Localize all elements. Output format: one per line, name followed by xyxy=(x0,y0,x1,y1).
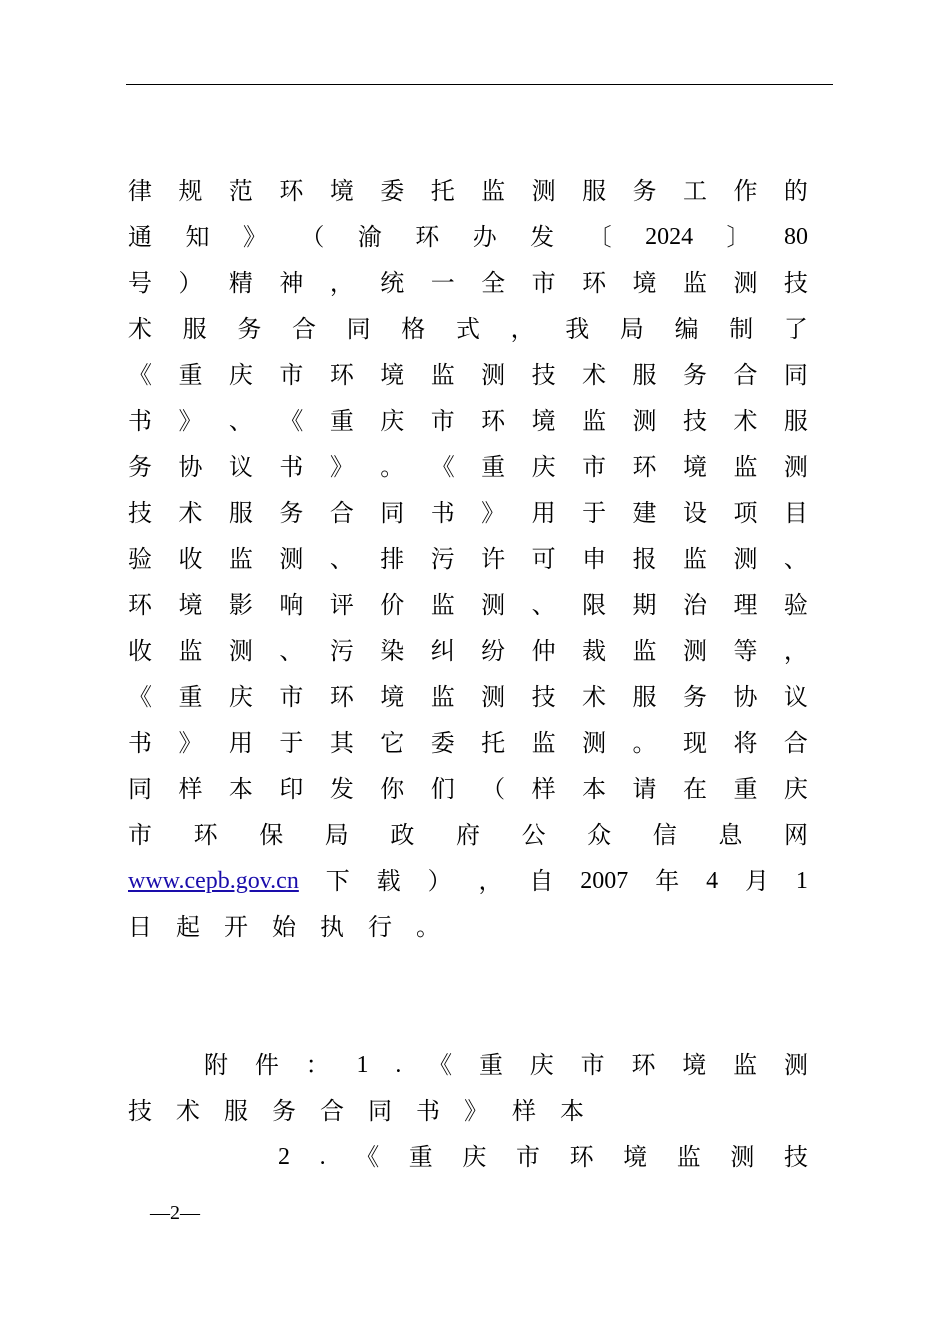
text-glyph: 服 xyxy=(228,499,253,527)
text-glyph: 、 xyxy=(279,637,304,665)
text-glyph: 境 xyxy=(380,361,405,389)
text-glyph: 庆 xyxy=(462,1143,487,1171)
text-glyph: 自 xyxy=(529,867,554,895)
text-glyph: 技 xyxy=(682,407,707,435)
text-glyph: 托 xyxy=(430,177,455,205)
text-glyph: 用 xyxy=(228,729,253,757)
body-line-5 xyxy=(128,352,808,398)
text-glyph: 附 xyxy=(204,1051,228,1079)
text-glyph: 协 xyxy=(178,453,203,481)
text-glyph: 发 xyxy=(530,223,555,251)
text-glyph: 号 xyxy=(128,269,152,297)
text-glyph: 污 xyxy=(430,545,455,573)
text-glyph: 测 xyxy=(582,729,607,757)
text-glyph: 合 xyxy=(291,315,316,343)
text-glyph: 网 xyxy=(783,821,808,849)
text-glyph: 将 xyxy=(733,729,758,757)
text-glyph: 环 xyxy=(329,361,354,389)
text-glyph: 评 xyxy=(329,591,354,619)
text-glyph: 渝 xyxy=(357,223,382,251)
text-glyph: 在 xyxy=(682,775,707,803)
text-glyph: 议 xyxy=(228,453,253,481)
text-glyph: 测 xyxy=(228,637,253,665)
text-glyph: 书 xyxy=(128,407,152,435)
text-glyph: 市 xyxy=(279,683,304,711)
text-glyph: 重 xyxy=(408,1143,433,1171)
text-glyph: 监 xyxy=(733,1051,758,1079)
section-gap xyxy=(128,950,808,1042)
text-glyph: 、 xyxy=(783,545,808,573)
text-glyph: 。 xyxy=(416,913,440,941)
text-glyph: 监 xyxy=(430,683,455,711)
text-glyph: 精 xyxy=(228,269,253,297)
text-glyph: 样 xyxy=(531,775,556,803)
text-glyph: 重 xyxy=(481,453,506,481)
text-glyph: 《 xyxy=(128,361,152,389)
text-glyph: 服 xyxy=(632,683,657,711)
text-glyph: 技 xyxy=(531,683,556,711)
text-glyph: 印 xyxy=(279,775,304,803)
text-glyph: 同 xyxy=(128,775,152,803)
text-glyph: 纷 xyxy=(481,637,506,665)
text-glyph: 2024 xyxy=(645,224,694,250)
body-paragraph xyxy=(128,168,808,858)
text-glyph: 们 xyxy=(430,775,455,803)
text-glyph: 庆 xyxy=(529,1051,554,1079)
text-glyph: 测 xyxy=(783,453,808,481)
text-glyph: ） xyxy=(178,269,203,297)
text-glyph: 》 xyxy=(178,729,203,757)
text-glyph: 市 xyxy=(582,453,607,481)
text-glyph: 等 xyxy=(733,637,758,665)
text-glyph: 监 xyxy=(632,637,657,665)
text-glyph: 《 xyxy=(355,1143,380,1171)
text-glyph: 监 xyxy=(676,1143,701,1171)
text-glyph: 环 xyxy=(569,1143,594,1171)
text-glyph: 务 xyxy=(632,177,657,205)
text-glyph: 同 xyxy=(368,1097,392,1125)
text-glyph: 庆 xyxy=(380,407,405,435)
text-glyph: 收 xyxy=(128,637,152,665)
text-glyph: 起 xyxy=(176,913,200,941)
body-line-1 xyxy=(128,168,808,214)
text-glyph: 〕 xyxy=(726,223,751,251)
text-glyph: 项 xyxy=(733,499,758,527)
text-glyph: 染 xyxy=(380,637,405,665)
text-glyph: 监 xyxy=(481,177,506,205)
text-glyph: 环 xyxy=(632,453,657,481)
text-glyph: 。 xyxy=(380,453,405,481)
text-glyph: 务 xyxy=(272,1097,296,1125)
body-line-14 xyxy=(128,766,808,812)
text-glyph: 市 xyxy=(279,361,304,389)
text-glyph: 办 xyxy=(472,223,497,251)
text-glyph: 》 xyxy=(481,499,506,527)
body-line-13 xyxy=(128,720,808,766)
body-line-11 xyxy=(128,628,808,674)
text-glyph: 样 xyxy=(512,1097,536,1125)
text-glyph: （ xyxy=(300,223,325,251)
text-glyph: 〔 xyxy=(587,223,612,251)
text-glyph: 境 xyxy=(178,591,203,619)
text-glyph: 技 xyxy=(783,269,808,297)
text-glyph: 务 xyxy=(682,683,707,711)
text-glyph: 境 xyxy=(329,177,354,205)
text-glyph: 监 xyxy=(430,591,455,619)
text-glyph: 治 xyxy=(682,591,707,619)
text-glyph: ， xyxy=(783,637,808,665)
text-glyph: ， xyxy=(510,315,535,343)
text-glyph: 》 xyxy=(178,407,203,435)
text-glyph: 它 xyxy=(380,729,405,757)
text-glyph: 1 xyxy=(356,1052,369,1078)
text-glyph: 4 xyxy=(706,868,719,894)
attachment-line-1 xyxy=(128,1042,808,1088)
text-glyph: 通 xyxy=(128,223,152,251)
body-line-6 xyxy=(128,398,808,444)
text-glyph: 设 xyxy=(682,499,707,527)
text-glyph: 本 xyxy=(228,775,253,803)
text-glyph: 响 xyxy=(279,591,304,619)
text-glyph: 始 xyxy=(272,913,296,941)
text-glyph: 可 xyxy=(531,545,556,573)
text-glyph: 测 xyxy=(632,407,657,435)
text-glyph: 市 xyxy=(430,407,455,435)
text-glyph: 于 xyxy=(279,729,304,757)
body-line-3 xyxy=(128,260,808,306)
text-glyph: 其 xyxy=(329,729,354,757)
text-glyph: 技 xyxy=(783,1143,808,1171)
text-glyph: 环 xyxy=(279,177,304,205)
text-glyph: 《 xyxy=(279,407,304,435)
text-glyph: 服 xyxy=(582,177,607,205)
text-glyph: 目 xyxy=(783,499,808,527)
text-glyph: 重 xyxy=(733,775,758,803)
text-glyph: 仲 xyxy=(531,637,556,665)
text-glyph: 知 xyxy=(185,223,210,251)
text-glyph: 环 xyxy=(582,269,607,297)
text-glyph: 技 xyxy=(128,499,152,527)
text-glyph: 污 xyxy=(329,637,354,665)
text-glyph: 、 xyxy=(329,545,354,573)
text-glyph: 式 xyxy=(455,315,480,343)
text-glyph: 技 xyxy=(128,1097,152,1125)
text-glyph: 境 xyxy=(682,453,707,481)
text-glyph: 技 xyxy=(531,361,556,389)
body-line-4 xyxy=(128,306,808,352)
text-glyph: 务 xyxy=(128,453,152,481)
text-glyph: 书 xyxy=(430,499,455,527)
body-line-10 xyxy=(128,582,808,628)
text-glyph: 许 xyxy=(481,545,506,573)
text-glyph: 1 xyxy=(795,868,808,894)
text-glyph: 期 xyxy=(632,591,657,619)
text-glyph: 报 xyxy=(632,545,657,573)
text-glyph: 监 xyxy=(430,361,455,389)
text-glyph: 重 xyxy=(478,1051,503,1079)
text-glyph: 样 xyxy=(178,775,203,803)
text-glyph: 载 xyxy=(376,867,401,895)
text-glyph: 收 xyxy=(178,545,203,573)
text-glyph: 80 xyxy=(783,224,808,250)
text-glyph: 本 xyxy=(560,1097,584,1125)
text-glyph: 理 xyxy=(733,591,758,619)
text-glyph: 神 xyxy=(279,269,304,297)
text-glyph: （ xyxy=(481,775,506,803)
text-glyph: 公 xyxy=(521,821,546,849)
text-glyph: 测 xyxy=(682,637,707,665)
text-glyph: 测 xyxy=(481,361,506,389)
text-glyph: 市 xyxy=(580,1051,605,1079)
body-line-8 xyxy=(128,490,808,536)
text-glyph: 日 xyxy=(128,913,152,941)
page-number: —2— xyxy=(150,1202,200,1224)
text-glyph: 请 xyxy=(632,775,657,803)
text-glyph: 同 xyxy=(346,315,371,343)
text-glyph: 裁 xyxy=(582,637,607,665)
text-glyph: 测 xyxy=(733,545,758,573)
text-glyph: 监 xyxy=(228,545,253,573)
text-glyph: ） xyxy=(427,867,452,895)
text-glyph: 协 xyxy=(733,683,758,711)
text-glyph: 合 xyxy=(783,729,808,757)
text-glyph: 测 xyxy=(481,591,506,619)
text-glyph: 监 xyxy=(582,407,607,435)
text-glyph: 制 xyxy=(729,315,754,343)
text-glyph: 政 xyxy=(390,821,415,849)
body-line-9 xyxy=(128,536,808,582)
text-glyph: 同 xyxy=(380,499,405,527)
text-glyph: 庆 xyxy=(228,683,253,711)
text-glyph: 编 xyxy=(674,315,699,343)
text-glyph: 》 xyxy=(464,1097,488,1125)
text-glyph: 书 xyxy=(416,1097,440,1125)
text-glyph: 测 xyxy=(481,683,506,711)
text-glyph: 服 xyxy=(224,1097,248,1125)
text-glyph: 书 xyxy=(128,729,152,757)
text-glyph: 环 xyxy=(329,683,354,711)
text-glyph: 月 xyxy=(745,867,769,895)
attachment-line-2 xyxy=(128,1088,808,1134)
text-glyph: 律 xyxy=(128,177,152,205)
text-glyph: 、 xyxy=(531,591,556,619)
text-glyph: 环 xyxy=(481,407,506,435)
text-glyph: 重 xyxy=(178,361,203,389)
body-line-15 xyxy=(128,812,808,858)
text-glyph: 统 xyxy=(380,269,405,297)
text-glyph: 测 xyxy=(730,1143,755,1171)
text-glyph: 申 xyxy=(582,545,607,573)
text-glyph: 合 xyxy=(320,1097,344,1125)
text-glyph: ， xyxy=(478,867,503,895)
text-glyph: 监 xyxy=(531,729,556,757)
text-glyph: 执 xyxy=(320,913,344,941)
document-body xyxy=(128,168,808,1180)
text-glyph: 行 xyxy=(368,913,392,941)
text-glyph: 验 xyxy=(783,591,808,619)
text-glyph: 监 xyxy=(682,545,707,573)
text-glyph: 境 xyxy=(623,1143,648,1171)
text-glyph: 建 xyxy=(632,499,657,527)
text-glyph: 市 xyxy=(128,821,152,849)
text-glyph: 了 xyxy=(783,315,808,343)
text-glyph: 》 xyxy=(329,453,354,481)
text-glyph: 于 xyxy=(582,499,607,527)
text-glyph: 庆 xyxy=(228,361,253,389)
text-glyph: 重 xyxy=(329,407,354,435)
text-glyph: 、 xyxy=(228,407,253,435)
text-glyph: 一 xyxy=(430,269,455,297)
text-glyph: 你 xyxy=(380,775,405,803)
text-glyph: 测 xyxy=(733,269,758,297)
text-glyph: 务 xyxy=(279,499,304,527)
text-glyph: 测 xyxy=(531,177,556,205)
text-glyph: 全 xyxy=(481,269,506,297)
body-line-7 xyxy=(128,444,808,490)
text-glyph: 的 xyxy=(783,177,808,205)
text-glyph: 2007 xyxy=(580,868,629,894)
website-link[interactable]: www.cepb.gov.cn xyxy=(128,868,299,894)
text-glyph: 监 xyxy=(733,453,758,481)
text-glyph: . xyxy=(395,1052,402,1078)
attachment-line-3 xyxy=(128,1134,808,1180)
text-glyph: 影 xyxy=(228,591,253,619)
text-glyph: 境 xyxy=(632,269,657,297)
text-glyph: 庆 xyxy=(531,453,556,481)
text-glyph: 局 xyxy=(619,315,644,343)
text-glyph: 服 xyxy=(182,315,207,343)
text-glyph: 2 xyxy=(278,1144,290,1170)
text-glyph: 环 xyxy=(128,591,152,619)
text-glyph: 市 xyxy=(531,269,556,297)
text-glyph: 术 xyxy=(733,407,758,435)
text-glyph: 府 xyxy=(455,821,480,849)
text-glyph: 同 xyxy=(783,361,808,389)
text-glyph: 信 xyxy=(652,821,677,849)
text-glyph: 庆 xyxy=(783,775,808,803)
text-glyph: 》 xyxy=(242,223,267,251)
text-glyph: 境 xyxy=(531,407,556,435)
text-glyph: 纠 xyxy=(430,637,455,665)
text-glyph: 术 xyxy=(128,315,152,343)
text-glyph: 委 xyxy=(430,729,455,757)
text-glyph: 术 xyxy=(582,683,607,711)
text-glyph: 年 xyxy=(655,867,680,895)
text-glyph: 书 xyxy=(279,453,304,481)
text-glyph: 环 xyxy=(415,223,440,251)
text-glyph: 局 xyxy=(324,821,349,849)
text-glyph: 下 xyxy=(325,867,350,895)
text-glyph: 服 xyxy=(783,407,808,435)
text-glyph: 合 xyxy=(329,499,354,527)
text-glyph: 《 xyxy=(428,1051,453,1079)
text-glyph: 议 xyxy=(783,683,808,711)
text-glyph: 市 xyxy=(515,1143,540,1171)
text-glyph: 境 xyxy=(682,1051,707,1079)
text-glyph: 用 xyxy=(531,499,556,527)
text-glyph: 格 xyxy=(401,315,426,343)
text-glyph: 务 xyxy=(682,361,707,389)
body-line-2 xyxy=(128,214,808,260)
text-glyph: 。 xyxy=(632,729,657,757)
text-glyph: 发 xyxy=(329,775,354,803)
text-glyph: 测 xyxy=(783,1051,808,1079)
text-glyph: 本 xyxy=(582,775,607,803)
text-glyph: 测 xyxy=(279,545,304,573)
text-glyph: 范 xyxy=(228,177,253,205)
header-rule xyxy=(126,84,833,85)
text-glyph: 术 xyxy=(582,361,607,389)
text-glyph: 我 xyxy=(565,315,590,343)
text-glyph: . xyxy=(319,1144,326,1170)
text-glyph: ： xyxy=(305,1051,330,1079)
text-glyph: 委 xyxy=(380,177,405,205)
text-glyph: 务 xyxy=(237,315,262,343)
text-glyph: 息 xyxy=(718,821,743,849)
text-glyph: 限 xyxy=(582,591,607,619)
text-glyph: 现 xyxy=(682,729,707,757)
text-glyph: 境 xyxy=(380,683,405,711)
text-glyph: 监 xyxy=(682,269,707,297)
closing-line xyxy=(128,904,808,950)
text-glyph: 环 xyxy=(193,821,218,849)
url-line xyxy=(128,858,808,904)
text-glyph: 工 xyxy=(682,177,707,205)
text-glyph: 规 xyxy=(178,177,203,205)
text-glyph: 《 xyxy=(430,453,455,481)
text-glyph: 作 xyxy=(733,177,758,205)
text-glyph: 件 xyxy=(254,1051,279,1079)
text-glyph: 环 xyxy=(631,1051,656,1079)
text-glyph: 开 xyxy=(224,913,248,941)
text-glyph: 排 xyxy=(380,545,405,573)
text-glyph: 价 xyxy=(380,591,405,619)
text-glyph: 术 xyxy=(176,1097,200,1125)
text-glyph: 托 xyxy=(481,729,506,757)
body-line-12 xyxy=(128,674,808,720)
text-glyph: ， xyxy=(329,269,354,297)
text-glyph: 保 xyxy=(259,821,284,849)
text-glyph: 众 xyxy=(587,821,612,849)
text-glyph: 监 xyxy=(178,637,203,665)
text-glyph: 验 xyxy=(128,545,152,573)
text-glyph: 《 xyxy=(128,683,152,711)
text-glyph: 重 xyxy=(178,683,203,711)
text-glyph: 服 xyxy=(632,361,657,389)
text-glyph: 合 xyxy=(733,361,758,389)
text-glyph: 术 xyxy=(178,499,203,527)
